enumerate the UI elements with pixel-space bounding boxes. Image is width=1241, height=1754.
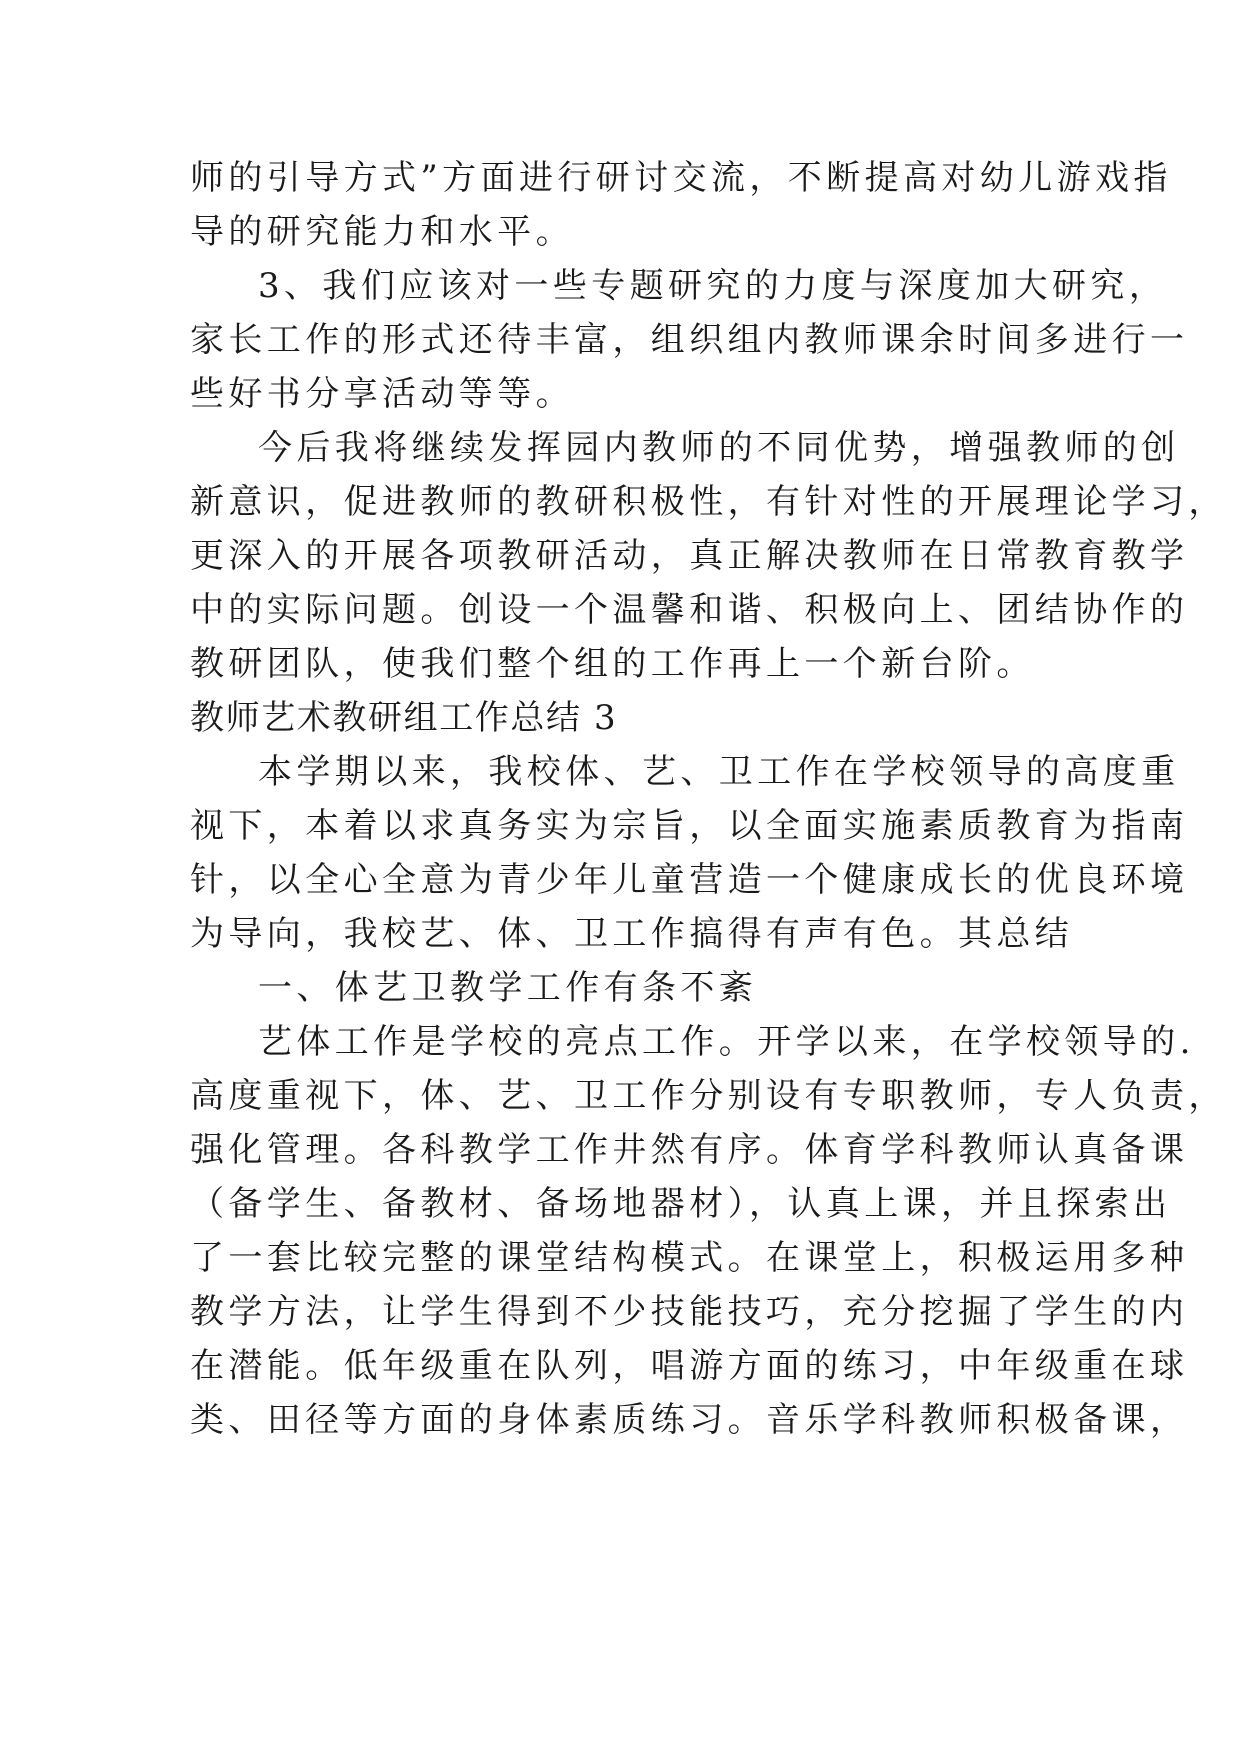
subsection-heading: 一、体艺卫教学工作有条不紊 bbox=[258, 968, 758, 1008]
body-text-line: 3、我们应该对一些专题研究的力度与深度加大研究， bbox=[258, 266, 1168, 306]
body-text-line: 教研团队，使我们整个组的工作再上一个新台阶。 bbox=[190, 644, 1035, 684]
body-text-line: 些好书分享活动等等。 bbox=[190, 374, 574, 414]
body-text-line: 高度重视下，体、艺、卫工作分别设有专职教师，专人负责， bbox=[190, 1076, 1227, 1116]
body-text-line: 为导向，我校艺、体、卫工作搞得有声有色。其总结 bbox=[190, 914, 1074, 954]
body-text-line: 视下，本着以求真务实为宗旨，以全面实施素质教育为指南 bbox=[190, 806, 1189, 846]
body-text-line: 针，以全心全意为青少年儿童营造一个健康成长的优良环境 bbox=[190, 860, 1189, 900]
body-text-line: 在潜能。低年级重在队列，唱游方面的练习，中年级重在球 bbox=[190, 1346, 1189, 1386]
body-text-line: 中的实际问题。创设一个温馨和谐、积极向上、团结协作的 bbox=[190, 590, 1189, 630]
body-text-line: 家长工作的形式还待丰富，组织组内教师课余时间多进行一 bbox=[190, 320, 1189, 360]
body-text-line: 艺体工作是学校的亮点工作。开学以来，在学校领导的. bbox=[258, 1022, 1195, 1062]
body-text-line: 教学方法，让学生得到不少技能技巧，充分挖掘了学生的内 bbox=[190, 1292, 1189, 1332]
body-text-line: 导的研究能力和水平。 bbox=[190, 212, 574, 252]
body-text-line: 更深入的开展各项教研活动，真正解决教师在日常教育教学 bbox=[190, 536, 1189, 576]
body-text-line: 师的引导方式”方面进行研讨交流，不断提高对幼儿游戏指 bbox=[190, 158, 1172, 198]
body-text-line: 本学期以来，我校体、艺、卫工作在学校领导的高度重 bbox=[258, 752, 1180, 792]
body-text-line: 新意识，促进教师的教研积极性，有针对性的开展理论学习， bbox=[190, 482, 1227, 522]
section-title: 教师艺术教研组工作总结 3 bbox=[190, 698, 618, 738]
body-text-line: 了一套比较完整的课堂结构模式。在课堂上，积极运用多种 bbox=[190, 1238, 1189, 1278]
body-text-line: 类、田径等方面的身体素质练习。音乐学科教师积极备课， bbox=[190, 1400, 1189, 1440]
body-text-line: 今后我将继续发挥园内教师的不同优势，增强教师的创 bbox=[258, 428, 1180, 468]
body-text-line: 强化管理。各科教学工作井然有序。体育学科教师认真备课 bbox=[190, 1130, 1189, 1170]
body-text-line: （备学生、备教材、备场地器材），认真上课，并且探索出 bbox=[190, 1184, 1172, 1224]
